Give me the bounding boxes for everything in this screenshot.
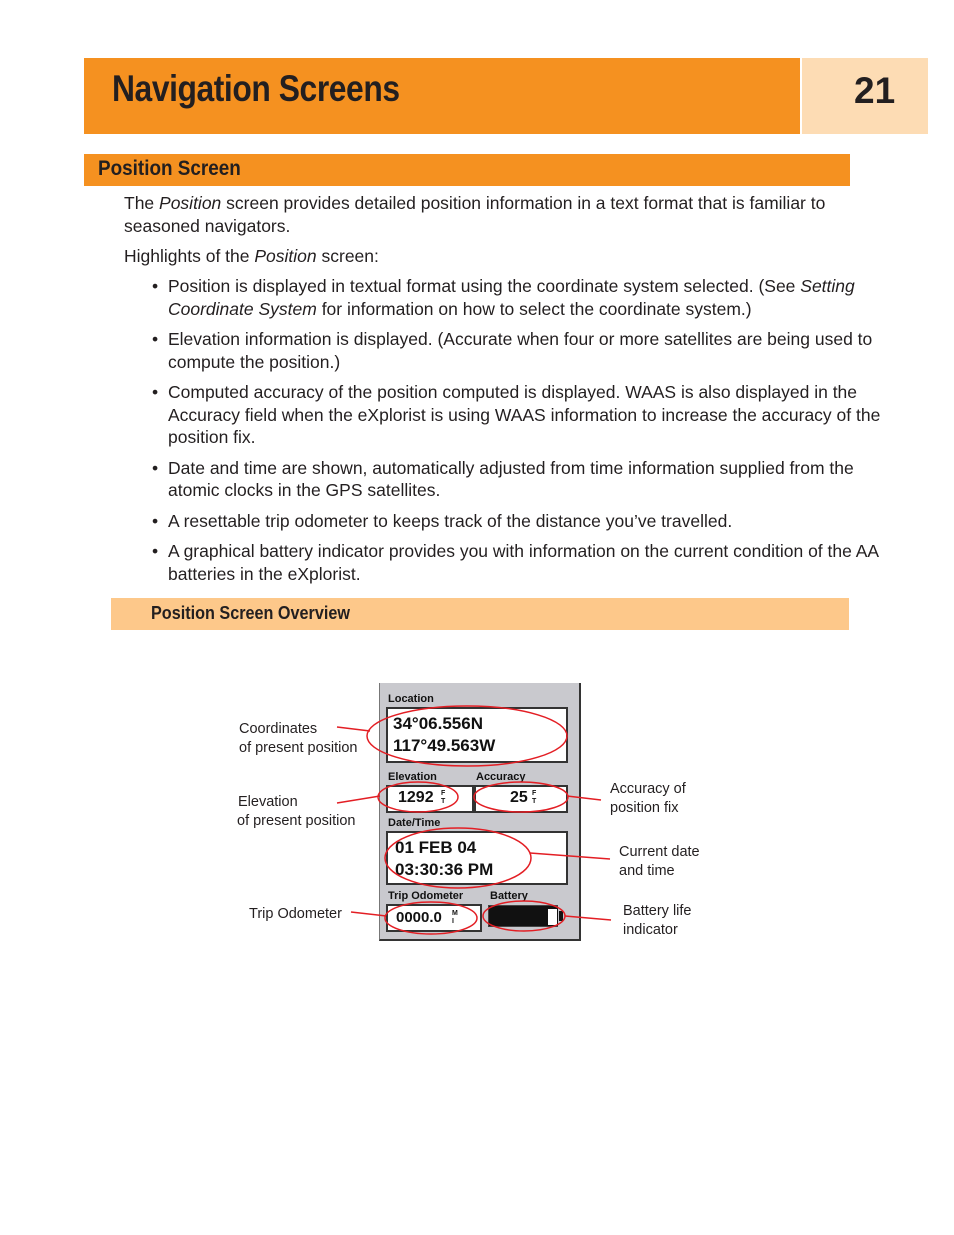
unit-letter: F [532, 790, 537, 797]
callout-line: position fix [610, 800, 679, 816]
highlights-list [148, 275, 890, 593]
accuracy-field [474, 785, 568, 813]
highlights-intro [124, 245, 889, 268]
intro-paragraph [124, 192, 889, 237]
callout-coordinates [239, 720, 358, 758]
position-screen-figure [379, 683, 581, 941]
unit-letter: F [441, 790, 446, 797]
callout-accuracy [610, 780, 686, 818]
list-item: • A resettable trip odometer to keeps track of the distance you’ve travelled. [148, 510, 890, 533]
callout-line: Coordinates [239, 721, 318, 737]
section-heading-bar [84, 154, 850, 186]
chapter-title: Navigation Screens [112, 68, 400, 109]
trip-odometer-field [386, 904, 482, 932]
list-item: • A graphical battery indicator provides you with information on the current condition of the AA batteries in the eXplorist. [148, 540, 890, 585]
section-title: Position Screen [98, 157, 241, 180]
date-value: 01 FEB 04 [395, 838, 477, 857]
list-item: • Elevation information is displayed. (Accurate when four or more satellites are being used to compute the position.) [148, 328, 890, 373]
location-field [386, 707, 568, 763]
callout-line: of present position [237, 813, 356, 829]
battery-icon [488, 905, 558, 927]
callout-line: of present position [239, 740, 358, 756]
callout-line: indicator [623, 922, 678, 938]
trip-odometer-value: 0000.0 [396, 909, 442, 926]
list-item-emphasis: Setting Coordinate System [168, 276, 855, 319]
battery-label: Battery [490, 890, 528, 902]
accuracy-label: Accuracy [476, 771, 526, 783]
list-item [148, 275, 890, 320]
elevation-value: 1292 [398, 789, 434, 806]
callout-elevation [238, 793, 356, 831]
highlights-text: screen: [316, 246, 379, 266]
accuracy-unit [532, 790, 536, 806]
unit-letter: M [452, 910, 458, 917]
subsection-heading-bar [111, 598, 849, 630]
battery-terminal [559, 911, 563, 921]
highlights-text: Highlights of the [124, 246, 255, 266]
subsection-title: Position Screen Overview [151, 603, 350, 623]
page-number: 21 [854, 70, 896, 111]
callout-battery [623, 902, 692, 940]
intro-text: The [124, 193, 160, 213]
highlights-emphasis: Position [254, 246, 317, 266]
elevation-label: Elevation [388, 771, 437, 783]
longitude-value: 117°49.563W [393, 736, 496, 755]
intro-emphasis: Position [159, 193, 222, 213]
callout-line: Accuracy of [610, 781, 686, 797]
elevation-field [386, 785, 474, 813]
unit-letter: I [452, 918, 454, 925]
unit-letter: T [532, 798, 537, 805]
unit-letter: T [441, 798, 446, 805]
datetime-label: Date/Time [388, 817, 441, 829]
page-number-tab [802, 58, 928, 134]
trip-odometer-label: Trip Odometer [388, 890, 464, 902]
elevation-unit [441, 790, 445, 806]
time-value: 03:30:36 PM [395, 860, 494, 879]
accuracy-value: 25 [510, 789, 528, 806]
battery-empty-segment [547, 908, 558, 926]
callout-line: Current date [619, 844, 700, 860]
list-item-text: for information on how to select the coordinate system.) [316, 298, 752, 319]
trip-odometer-unit [452, 910, 458, 926]
callout-line: and time [619, 863, 675, 879]
callout-trip-odometer: Trip Odometer [249, 906, 342, 922]
battery-area [484, 904, 568, 928]
intro-text: screen provides detailed position information in a text format that is familiar to seasoned navigators. [124, 193, 826, 236]
latitude-value: 34°06.556N [393, 714, 483, 733]
list-item: • Date and time are shown, automatically adjusted from time information supplied from the atomic clocks in the GPS satellites. [148, 457, 890, 502]
list-item: • Computed accuracy of the position computed is displayed. WAAS is also displayed in the Accuracy field when the eXplorist is using WAAS information to increase the accuracy of the position fix. [148, 381, 890, 449]
callout-line: Battery life [623, 903, 692, 919]
callout-line: Elevation [238, 794, 298, 810]
list-item-text: Position is displayed in textual format using the coordinate system selected. (See [168, 276, 801, 296]
callout-date-time [619, 843, 700, 881]
location-label: Location [388, 693, 434, 705]
datetime-field [386, 831, 568, 885]
chapter-header [84, 58, 800, 134]
